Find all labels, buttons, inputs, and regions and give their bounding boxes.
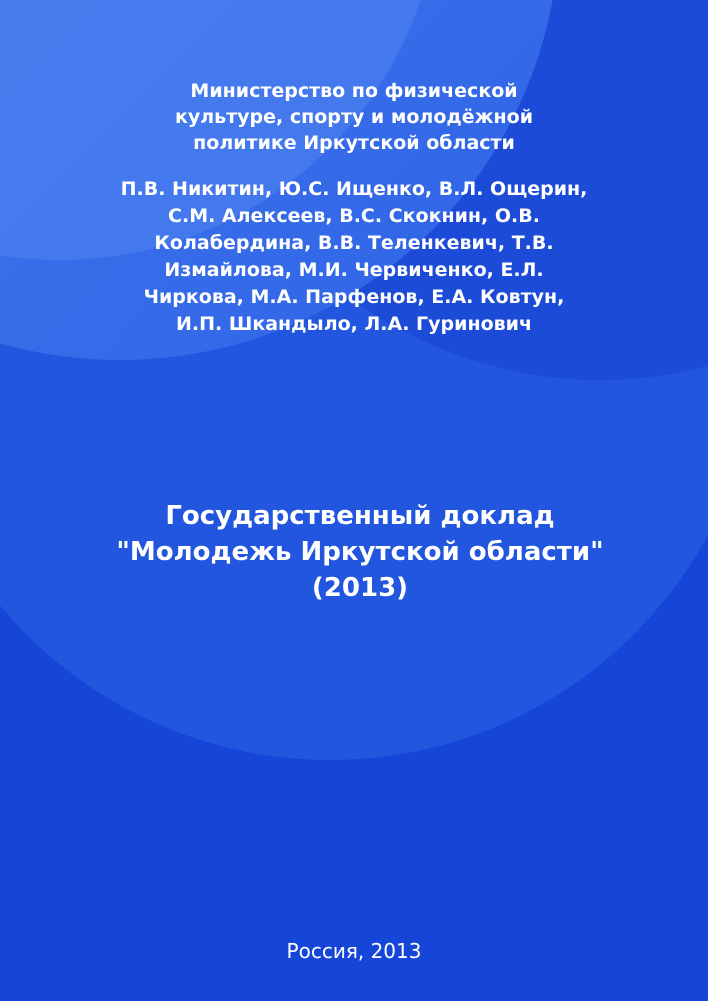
publisher-name: Министерство по физической культуре, спорту и молодёжной политике Иркутской области	[174, 80, 534, 154]
place-year: Россия, 2013	[286, 939, 422, 963]
authors-list: П.В. Никитин, Ю.С. Ищенко, В.Л. Ощерин, С.М. Алексеев, В.С. Скокнин, О.В. Колабердина, В.В. Теленкевич, Т.В. Измайлова, М.И. Червиченко, Е.Л. Чиркова, М.А. Парфенов, Е.А. Ковтун, И.П. Шкандыло, Л.А. Гуринович	[120, 178, 588, 335]
book-title: Государственный доклад "Молодежь Иркутской области" (2013)	[116, 501, 604, 603]
